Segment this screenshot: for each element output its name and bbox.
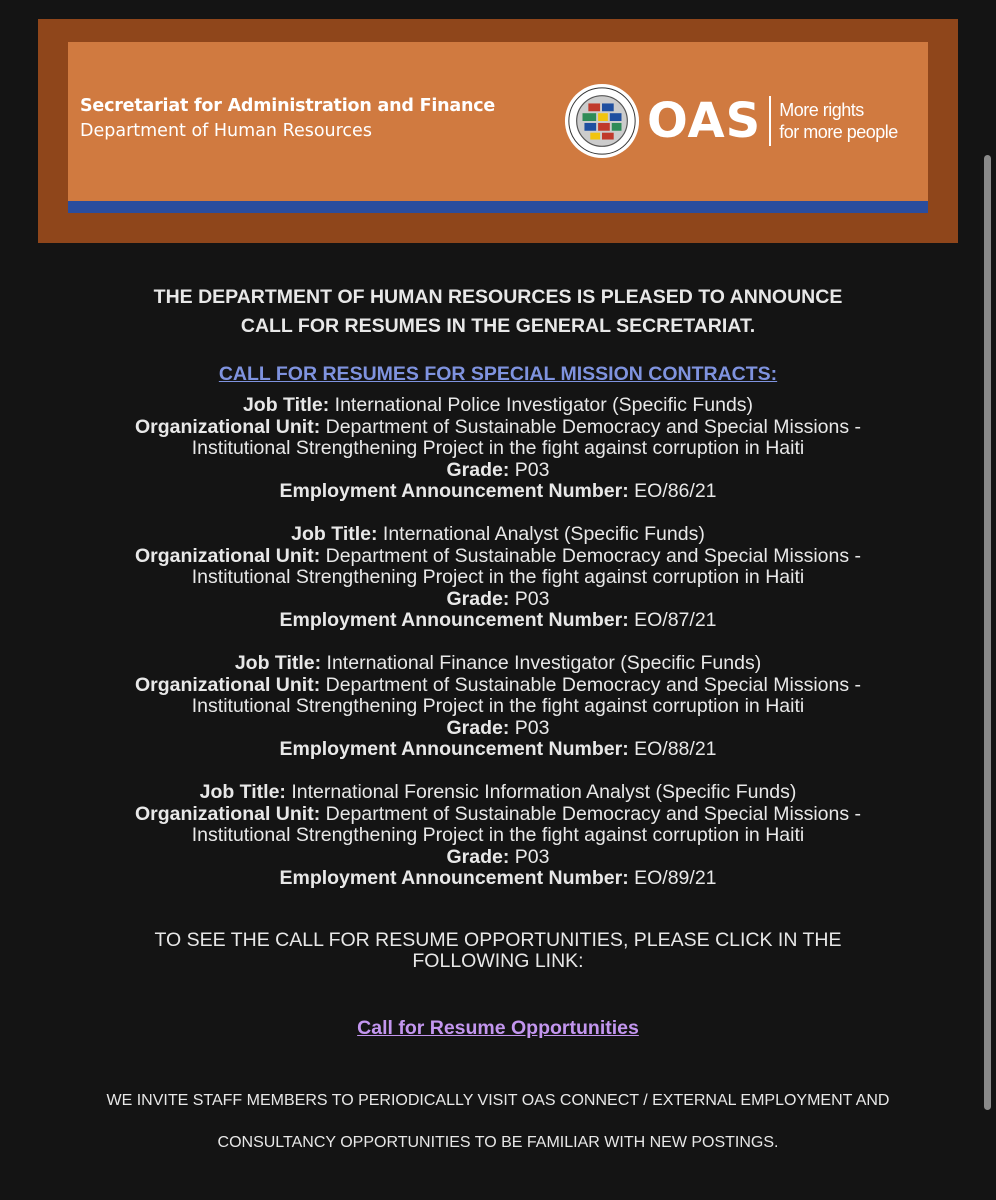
job-posting: [0, 395, 996, 503]
logo-divider: [769, 96, 771, 146]
cta-line-2: FOLLOWING LINK:: [412, 950, 584, 973]
scrollbar[interactable]: [984, 155, 991, 1110]
call-for-resume-opportunities-link[interactable]: Call for Resume Opportunities: [357, 1017, 639, 1040]
grade: P03: [514, 587, 550, 610]
tagline-line-1: More rights: [779, 100, 864, 120]
org-unit: Department of Sustainable Democracy and Special Missions -: [325, 415, 862, 438]
org-unit-continued: Institutional Strengthening Project in the fight against corruption in Haiti: [191, 695, 805, 718]
announcement-number: EO/86/21: [634, 480, 717, 503]
grade-label: Grade:: [446, 845, 510, 868]
secretariat-title: Secretariat for Administration and Finance: [80, 96, 496, 116]
announcement-number-label: Employment Announcement Number:: [279, 609, 629, 632]
job-title: International Analyst (Specific Funds): [382, 522, 705, 545]
grade-label: Grade:: [446, 587, 510, 610]
job-list: [0, 395, 996, 890]
org-unit-continued: Institutional Strengthening Project in the fight against corruption in Haiti: [191, 566, 805, 589]
announcement-heading: [0, 283, 996, 341]
department-subtitle: Department of Human Resources: [80, 121, 372, 141]
org-unit: Department of Sustainable Democracy and Special Missions -: [325, 802, 862, 825]
org-unit: Department of Sustainable Democracy and Special Missions -: [325, 544, 862, 567]
oas-seal-icon: [563, 82, 641, 160]
oas-wordmark: OAS: [647, 93, 762, 149]
announcement-number: EO/87/21: [634, 609, 717, 632]
job-title-label: Job Title:: [234, 651, 322, 674]
special-mission-contracts-link[interactable]: CALL FOR RESUMES FOR SPECIAL MISSION CONTRACTS:: [218, 363, 778, 385]
job-title: International Police Investigator (Specific Funds): [334, 394, 754, 416]
announcement-number: EO/88/21: [634, 738, 717, 761]
org-unit: Department of Sustainable Democracy and Special Missions -: [325, 673, 862, 696]
cta-line-1: TO SEE THE CALL FOR RESUME OPPORTUNITIES, PLEASE CLICK IN THE: [154, 928, 842, 951]
tagline: [779, 99, 898, 143]
invite-line-2: CONSULTANCY OPPORTUNITIES TO BE FAMILIAR WITH NEW POSTINGS.: [217, 1134, 779, 1152]
announcement-body: [0, 283, 996, 1164]
job-title: International Finance Investigator (Specific Funds): [326, 651, 762, 674]
grade: P03: [514, 845, 550, 868]
announcement-line-1: THE DEPARTMENT OF HUMAN RESOURCES IS PLEASED TO ANNOUNCE: [153, 286, 843, 308]
grade-label: Grade:: [446, 716, 510, 739]
grade: P03: [514, 458, 550, 481]
job-posting: [0, 653, 996, 761]
announcement-number: EO/89/21: [634, 867, 717, 890]
header-blue-stripe: [68, 201, 928, 213]
job-title-label: Job Title:: [291, 522, 378, 545]
announcement-line-2: CALL FOR RESUMES IN THE GENERAL SECRETARIAT.: [240, 315, 756, 337]
job-title-label: Job Title:: [199, 780, 286, 803]
grade: P03: [514, 716, 550, 739]
tagline-line-2: for more people: [779, 122, 898, 142]
announcement-number-label: Employment Announcement Number:: [279, 480, 629, 503]
org-unit-label: Organizational Unit:: [134, 802, 321, 825]
org-unit-label: Organizational Unit:: [134, 544, 321, 567]
oas-logo: [563, 82, 898, 160]
invite-line-1: WE INVITE STAFF MEMBERS TO PERIODICALLY VISIT OAS CONNECT / EXTERNAL EMPLOYMENT AND: [106, 1092, 890, 1110]
org-unit-label: Organizational Unit:: [134, 673, 321, 696]
job-posting: [0, 524, 996, 632]
announcement-number-label: Employment Announcement Number:: [279, 738, 629, 761]
org-unit-continued: Institutional Strengthening Project in the fight against corruption in Haiti: [191, 437, 805, 460]
job-posting: [0, 782, 996, 890]
grade-label: Grade:: [446, 458, 510, 481]
org-unit-continued: Institutional Strengthening Project in the fight against corruption in Haiti: [191, 824, 805, 847]
invite-footer: [0, 1080, 996, 1164]
cta-text: [0, 930, 996, 973]
header-banner-frame: [38, 19, 958, 243]
header-banner: [68, 42, 928, 213]
job-title-label: Job Title:: [242, 394, 330, 416]
department-block: [80, 96, 495, 141]
job-title: International Forensic Information Analyst (Specific Funds): [291, 780, 797, 803]
announcement-number-label: Employment Announcement Number:: [279, 867, 629, 890]
org-unit-label: Organizational Unit:: [134, 415, 321, 438]
